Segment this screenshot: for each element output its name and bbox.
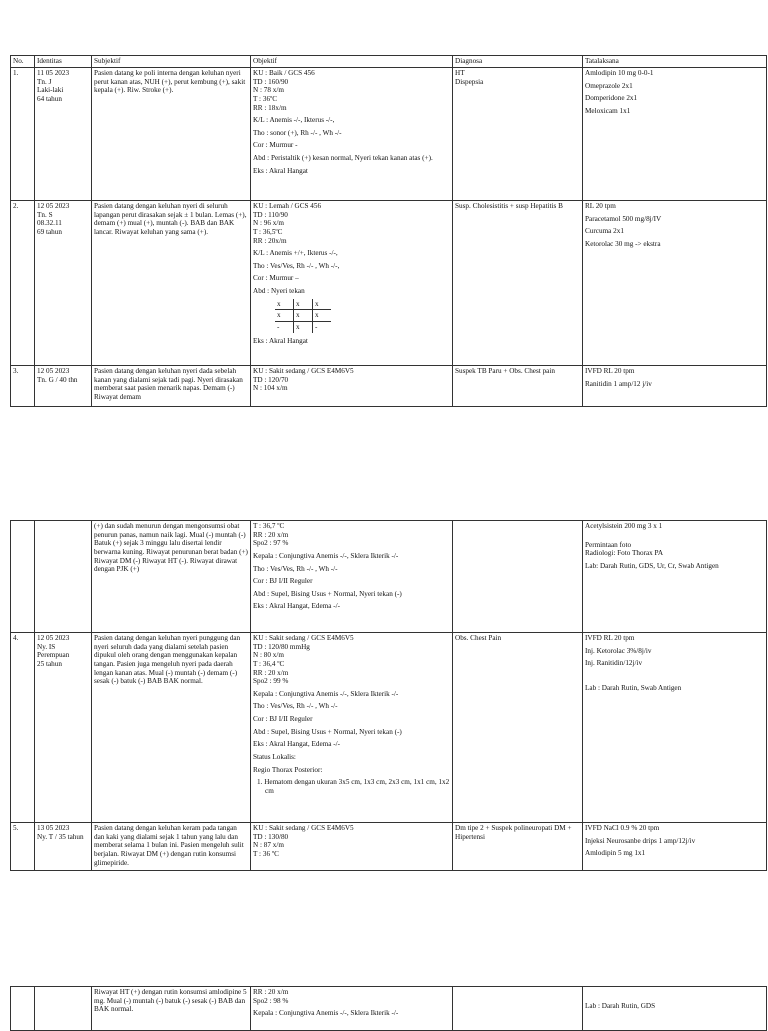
objektif-line: RR : 20 x/m — [253, 530, 289, 539]
identitas-date: 12 05 2023 — [37, 634, 70, 642]
diagnosa-cell — [453, 201, 583, 366]
identitas-name: Tn. G / 40 thn — [37, 375, 78, 384]
tatalaksana-line: Lab : Darah Rutin, GDS — [585, 1002, 656, 1010]
objektif-line: Cor : BJ I/II Reguler — [253, 577, 313, 586]
tatalaksana-line: Lab : Darah Rutin, Swab Antigen — [585, 683, 682, 692]
subjektif-cell: Pasien datang dengan keluhan keram pada tangan dan kaki yang dialami sejak 1 tahun yang lalu dan memberat selama 1 bulan ini. Pasien mengeluh sulit berjalan. Riwayat DM (+) dengan rutin konsumsi glimepiride. — [92, 823, 251, 871]
tatalaksana-cell — [583, 68, 767, 201]
objektif-line: Tho : sonor (+), Rh -/- , Wh -/- — [253, 128, 342, 137]
header-tatalaksana: Tatalaksana — [583, 56, 767, 68]
header-identitas: Identitas — [35, 56, 92, 68]
objektif-line: KU : Baik / GCS 456 — [253, 69, 315, 77]
identitas-age: 64 tahun — [37, 94, 62, 103]
objektif-line: T : 36,5ºC — [253, 227, 283, 236]
objektif-line: Abd : Supel, Bising Usus + Normal, Nyeri tekan (-) — [253, 727, 402, 736]
objektif-cell — [251, 823, 453, 871]
row-number: 3. — [11, 366, 35, 407]
objektif-line: Abd : Nyeri tekan — [253, 287, 305, 296]
subjektif-cell: Pasien datang dengan keluhan nyeri di seluruh lapangan perut dirasakan sejak ± 1 bulan. Lemas (+), demam (+) mual (+), muntah (-). BAB dan BAK lancar. Riwayat keluhan yang sama (+). — [92, 201, 251, 366]
subjektif-cell: Pasien datang ke poli interna dengan keluhan nyeri perut kanan atas, NUH (+), perut kembung (+), sakit kepala (+). Riw. Stroke (+). — [92, 68, 251, 201]
table-header-row — [11, 56, 767, 68]
objektif-line: RR : 20 x/m — [253, 988, 289, 996]
identitas-sex: Perempuan — [37, 651, 70, 660]
objektif-line: N : 80 x/m — [253, 651, 284, 660]
table-row — [11, 366, 767, 407]
grid-cell: x — [313, 299, 332, 310]
objektif-line: Status Lokalis: — [253, 753, 296, 762]
diagnosa-line: Obs. Chest Pain — [455, 634, 502, 642]
objektif-line: TD : 110/90 — [253, 210, 288, 219]
objektif-line: Eks : Akral Hangat — [253, 336, 308, 345]
objektif-line: N : 96 x/m — [253, 219, 284, 228]
medical-table-page-2 — [10, 520, 767, 871]
tatalaksana-line: IVFD RL 20 tpm — [585, 634, 635, 642]
tatalaksana-cell — [583, 201, 767, 366]
identitas-cell — [35, 633, 92, 823]
row-number: 2. — [11, 201, 35, 366]
tatalaksana-line: Radiologi: Foto Thorax PA — [585, 549, 664, 558]
subjektif-cell: Riwayat HT (+) dengan rutin konsumsi amlodipine 5 mg. Mual (-) muntah (-) batuk (-) sesak (-) BAB dan BAK normal. — [92, 987, 251, 1031]
objektif-line: Spo2 : 99 % — [253, 677, 289, 686]
table-row — [11, 823, 767, 871]
identitas-name: Ny. T / 35 tahun — [37, 832, 84, 841]
tatalaksana-line: Ranitidin 1 amp/12 j/iv — [585, 379, 652, 388]
table-row — [11, 521, 767, 633]
tatalaksana-line: IVFD NaCl 0.9 % 20 tpm — [585, 824, 660, 832]
grid-cell: x — [294, 322, 313, 333]
objektif-cell — [251, 366, 453, 407]
header-no: No. — [11, 56, 35, 68]
objektif-line: K/L : Anemis +/+, Ikterus -/-, — [253, 249, 338, 258]
row-number: 5. — [11, 823, 35, 871]
diagnosa-line: Dispepsia — [455, 77, 484, 86]
objektif-cell — [251, 68, 453, 201]
objektif-line: KU : Sakit sedang / GCS E4M6V5 — [253, 824, 354, 832]
identitas-cell — [35, 366, 92, 407]
identitas-date: 13 05 2023 — [37, 824, 70, 832]
objektif-line: Regio Thorax Posterior: — [253, 765, 323, 774]
objektif-line: Spo2 : 97 % — [253, 539, 289, 548]
identitas-age: 69 tahun — [37, 227, 62, 236]
objektif-line: T : 36ºC — [253, 94, 278, 103]
identitas-date: 11 05 2023 — [37, 69, 70, 77]
grid-cell: x — [294, 299, 313, 310]
tatalaksana-line: Amlodipin 5 mg 1x1 — [585, 849, 646, 858]
identitas-name: Ny. IS — [37, 642, 56, 651]
objektif-line: Eks : Akral Hangat — [253, 166, 308, 175]
objektif-line: Kepala : Conjungtiva Anemis -/-, Sklera Ikterik -/- — [253, 1009, 399, 1018]
tatalaksana-line: IVFD RL 20 tpm — [585, 367, 635, 375]
objektif-line: KU : Lemah / GCS 456 — [253, 202, 322, 210]
objektif-line: TD : 160/90 — [253, 77, 289, 86]
objektif-cell — [251, 633, 453, 823]
tatalaksana-line: Meloxicam 1x1 — [585, 106, 631, 115]
diagnosa-line: Dm tipe 2 + Suspek polineuropati DM + Hipertensi — [455, 824, 572, 841]
table-row — [11, 68, 767, 201]
objektif-line: Spo2 : 98 % — [253, 996, 289, 1005]
diagnosa-cell — [453, 823, 583, 871]
table-row — [11, 633, 767, 823]
tatalaksana-cell — [583, 823, 767, 871]
diagnosa-cell — [453, 633, 583, 823]
objektif-line: Tho : Ves/Ves, Rh -/- , Wh -/- — [253, 564, 338, 573]
tatalaksana-line: Curcuma 2x1 — [585, 227, 624, 236]
identitas-name: Tn. J — [37, 77, 52, 86]
subjektif-cell: Pasien datang dengan keluhan nyeri punggung dan nyeri seluruh dada yang dialami setelah pasien dipukul oleh orang dengan menggunakan kepalan tangan. Pasien juga mengeluh nyeri pada daerah lengan kanan atas. Mual (-) muntah (-) demam (-) sesak (-) batuk (-) BAB BAK normal. — [92, 633, 251, 823]
subjektif-cell: (+) dan sudah menurun dengan mengonsumsi obat penurun panas, namun naik lagi. Mual (-) muntah (-) Batuk (+) sejak 3 minggu lalu disertai lendir berwarna kuning. Riwayat penurunan berat badan (+) Riwayat DM (-) Riwayat HT (-). Riwayat dirawat dengan PJK (+) — [92, 521, 251, 633]
diagnosa-line: Susp. Cholesistitis + susp Hepatitis B — [455, 202, 563, 210]
subjektif-cell: Pasien datang dengan keluhan nyeri dada sebelah kanan yang dialami sejak tadi pagi. Nyeri dirasakan memberat saat pasien menarik napas. Demam (-) Riwayat demam — [92, 366, 251, 407]
tatalaksana-line: Inj. Ketorolac 3%/8j/iv — [585, 646, 652, 655]
objektif-line: Eks : Akral Hangat, Edema -/- — [253, 602, 341, 611]
tatalaksana-line: Domperidone 2x1 — [585, 94, 638, 103]
objektif-line: T : 36 ºC — [253, 849, 279, 858]
objektif-line: TD : 120/80 mmHg — [253, 642, 310, 651]
objektif-line: N : 104 x/m — [253, 384, 288, 393]
row-number — [11, 521, 35, 633]
grid-cell: - — [315, 323, 318, 332]
objektif-line: RR : 20 x/m — [253, 668, 289, 677]
header-objektif: Objektif — [251, 56, 453, 68]
header-subjektif: Subjektif — [92, 56, 251, 68]
grid-cell: x — [275, 299, 294, 310]
objektif-line: T : 36,4 ºC — [253, 659, 285, 668]
tatalaksana-line: RL 20 tpm — [585, 202, 616, 210]
diagnosa-cell — [453, 68, 583, 201]
row-number: 1. — [11, 68, 35, 201]
objektif-line: KU : Sakit sedang / GCS E4M6V5 — [253, 634, 354, 642]
objektif-line: KU : Sakit sedang / GCS E4M6V5 — [253, 367, 354, 375]
diagnosa-cell — [453, 521, 583, 633]
objektif-line: Eks : Akral Hangat, Edema -/- — [253, 740, 341, 749]
objektif-line: RR : 18x/m — [253, 103, 287, 112]
tatalaksana-cell — [583, 366, 767, 407]
tatalaksana-cell — [583, 521, 767, 633]
lokalis-list-item: 1. Hematom dengan ukuran 3x5 cm, 1x3 cm, 2x3 cm, 1x1 cm, 1x2 cm — [257, 778, 450, 795]
medical-table-page-3 — [10, 986, 767, 1031]
objektif-line: Abd : Peristaltik (+) kesan normal, Nyeri tekan kanan atas (+). — [253, 154, 433, 163]
objektif-line: Kepala : Conjungtiva Anemis -/-, Sklera Ikterik -/- — [253, 551, 399, 560]
identitas-sex: Laki-laki — [37, 86, 64, 95]
grid-cell: - — [275, 322, 294, 333]
identitas-name: Tn. S — [37, 210, 53, 219]
objektif-cell — [251, 521, 453, 633]
identitas-number: 08.32.11 — [37, 219, 62, 228]
tatalaksana-line: Omeprazole 2x1 — [585, 81, 633, 90]
objektif-cell — [251, 201, 453, 366]
objektif-line: Cor : BJ I/II Reguler — [253, 715, 313, 724]
objektif-line: K/L : Anemis -/-, Ikterus -/-, — [253, 116, 335, 125]
grid-cell: x — [275, 310, 294, 322]
identitas-date: 12 05 2023 — [37, 202, 70, 210]
tatalaksana-line: Paracetamol 500 mg/8j/IV — [585, 214, 662, 223]
objektif-line: TD : 130/80 — [253, 832, 289, 841]
objektif-line: TD : 120/70 — [253, 375, 289, 384]
objektif-line: N : 87 x/m — [253, 841, 284, 850]
tatalaksana-line: Inj. Ranitidin/12j/iv — [585, 659, 643, 668]
objektif-line: Tho : Ves/Ves, Rh -/- , Wh -/- — [253, 702, 338, 711]
tatalaksana-line: Lab: Darah Rutin, GDS, Ur, Cr, Swab Antigen — [585, 561, 719, 570]
abdomen-tenderness-grid — [275, 299, 331, 333]
objektif-line: Abd : Supel, Bising Usus + Normal, Nyeri tekan (-) — [253, 589, 402, 598]
table-row — [11, 201, 767, 366]
identitas-cell — [35, 68, 92, 201]
diagnosa-line: Suspek TB Paru + Obs. Chest pain — [455, 367, 555, 375]
objektif-line: Cor : Murmur - — [253, 141, 298, 150]
grid-cell: x — [313, 310, 332, 322]
medical-table-page-1 — [10, 55, 767, 407]
grid-cell: x — [294, 310, 313, 322]
row-number: 4. — [11, 633, 35, 823]
identitas-date: 12 05 2023 — [37, 367, 70, 375]
diagnosa-line: HT — [455, 69, 465, 77]
identitas-age: 25 tahun — [37, 659, 62, 668]
objektif-line: N : 78 x/m — [253, 86, 284, 95]
tatalaksana-line: Amlodipin 10 mg 0-0-1 — [585, 69, 654, 77]
objektif-line: RR : 20x/m — [253, 236, 287, 245]
objektif-line: Kepala : Conjungtiva Anemis -/-, Sklera Ikterik -/- — [253, 689, 399, 698]
tatalaksana-cell — [583, 633, 767, 823]
identitas-cell — [35, 521, 92, 633]
tatalaksana-line: Permintaan foto — [585, 540, 632, 549]
objektif-line: Cor : Murmur – — [253, 274, 299, 283]
identitas-cell — [35, 823, 92, 871]
tatalaksana-line: Acetylsistein 200 mg 3 x 1 — [585, 522, 663, 530]
diagnosa-cell — [453, 366, 583, 407]
identitas-cell — [35, 201, 92, 366]
header-diagnosa: Diagnosa — [453, 56, 583, 68]
tatalaksana-line: Injeksi Neurosanbe drips 1 amp/12j/iv — [585, 836, 696, 845]
objektif-line: T : 36,7 ºC — [253, 522, 285, 530]
tatalaksana-line: Ketorolac 30 mg -> ekstra — [585, 239, 661, 248]
objektif-line: Tho : Ves/Ves, Rh -/- , Wh -/-, — [253, 261, 340, 270]
